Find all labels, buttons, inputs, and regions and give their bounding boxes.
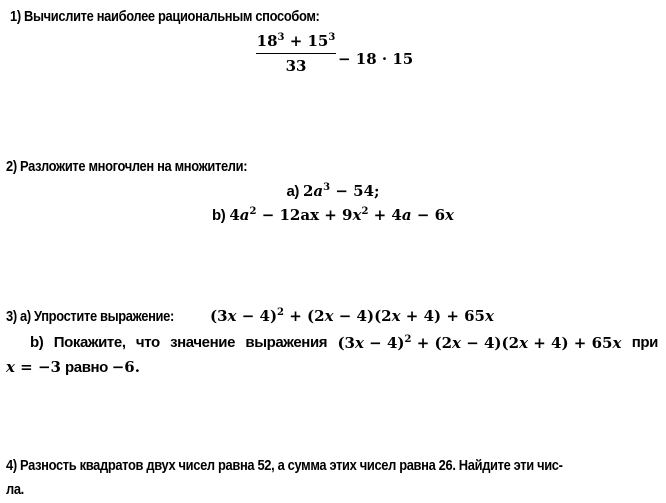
task4-line2: ла. [6,481,24,498]
task2-part-a-expr: $2a^3 - 54$; [302,182,380,200]
task3-part-b-word-5: выражения [245,334,328,351]
task2-part-b-expr: $4a^2 - 12ax + 9x^2 + 4a - 6x$ [229,206,454,224]
task3-part-a-expr: $(3x - 4)^2 + (2x - 4)(2x + 4) + 65x$ [210,307,494,325]
fraction-bar [256,53,336,54]
task2-part-a-label: a) [286,183,299,200]
task2-part-b [0,206,666,225]
task3-part-b-word-1: b) [30,334,44,351]
task2-heading: 2) Разложите многочлен на множители: [6,158,248,175]
task2-part-a [0,182,666,201]
task3-part-b-expr: $(3x - 4)^2 + (2x - 4)(2x + 4) + 65x$ [337,334,622,352]
task3-part-b-word-4: значение [170,334,236,351]
task1-denominator: 33 [285,57,307,75]
task3-part-b-line2: x = −3 равно −6. [6,358,140,376]
task3-part-b-tail: при [631,334,658,351]
task3-part-b [6,334,658,352]
task1-heading: 1) Вычислите наиболее рациональным способом: [10,8,320,25]
task1-fraction [256,32,336,75]
task4-line1: 4) Разность квадратов двух чисел равна 52, а сумма этих чисел равна 26. Найдите эти чис- [6,457,563,474]
task1-numerator: $18^3 + 15^3$ [256,32,336,50]
task3-part-b-word-2: Покажите, [53,334,126,351]
task3-part-a-label: 3) a) Упростите выражение: [6,308,174,325]
task2-part-b-label: b) [211,207,226,224]
task1-tail: − 18 · 15 [338,50,414,68]
task3-part-a [6,307,494,326]
task3-part-b-word-3: что [135,334,160,351]
